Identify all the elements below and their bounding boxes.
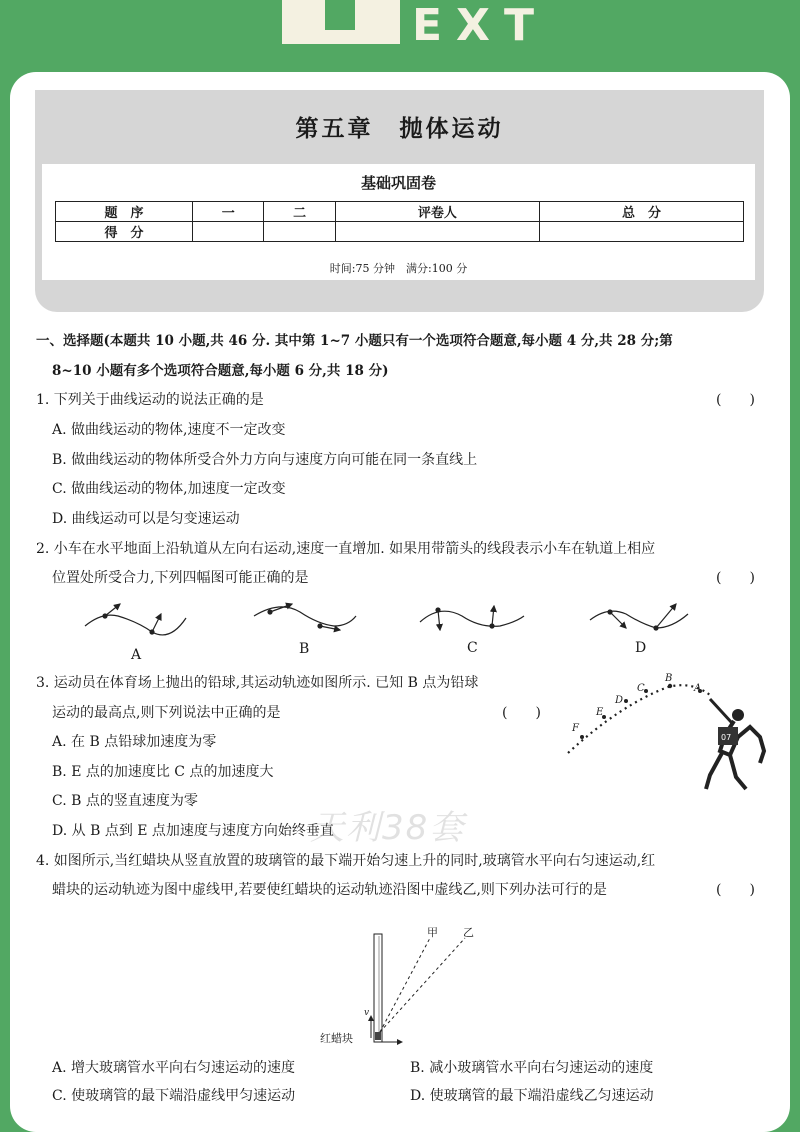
table-cell: 二 [264, 202, 335, 222]
banner-text: EXT [412, 0, 548, 51]
score-table [55, 201, 744, 242]
trajectory-label-e: E [596, 707, 604, 718]
q1-option-a: A. 做曲线运动的物体,速度不一定改变 [52, 422, 286, 438]
score-table-score-row [56, 222, 744, 242]
q4-stem-line2: 蜡块的运动轨迹为图中虚线甲,若要使红蜡块的运动轨迹沿图中虚线乙,则下列办法可行的是 [52, 882, 607, 898]
q3-option-c: C. B 点的竖直速度为零 [52, 793, 198, 809]
q2-point [607, 609, 612, 614]
chapter-title: 第五章 抛体运动 [295, 115, 504, 142]
label-jia: 甲 [427, 926, 438, 939]
q4-option-a: A. 增大玻璃管水平向右匀速运动的速度 [52, 1060, 296, 1076]
label-red-wax: 红蜡块 [320, 1032, 353, 1045]
label-yi: 乙 [463, 926, 474, 939]
q2-label-b: B [299, 641, 310, 657]
q2-point [653, 625, 658, 630]
q2-label-c: C [467, 640, 478, 656]
q3-stem-line1: 3. 运动员在体育场上抛出的铅球,其运动轨迹如图所示. 已知 B 点为铅球 [36, 675, 479, 691]
q1-stem: 1. 下列关于曲线运动的说法正确的是 [36, 392, 264, 408]
table-cell: 得 分 [56, 222, 193, 242]
watermark: 天利38套 [310, 808, 466, 848]
q3-option-b: B. E 点的加速度比 C 点的加速度大 [52, 764, 274, 780]
glass-tube [374, 934, 382, 1042]
q4-tube-figure [300, 920, 500, 1050]
q2-point [317, 623, 322, 628]
q2-point [149, 629, 154, 634]
q4-option-d: D. 使玻璃管的最下端沿虚线乙匀速运动 [410, 1088, 654, 1104]
q4-option-b: B. 减小玻璃管水平向右匀速运动的速度 [410, 1060, 654, 1076]
q2-figure-b [254, 604, 356, 630]
athlete-icon [706, 699, 764, 789]
trajectory-label-a: A [694, 683, 702, 694]
q2-stem-line2: 位置处所受合力,下列四幅图可能正确的是 [52, 570, 309, 586]
score-input-cell[interactable] [539, 222, 743, 242]
q2-point [489, 623, 494, 628]
top-banner [0, 0, 800, 72]
athlete-jersey-number: 07 [721, 733, 732, 742]
q1-option-b: B. 做曲线运动的物体所受合外力方向与速度方向可能在同一条直线上 [52, 452, 478, 468]
score-input-cell[interactable] [264, 222, 335, 242]
trajectory-label-c: C [637, 683, 645, 694]
score-input-cell[interactable] [335, 222, 539, 242]
trajectory-jia [380, 938, 430, 1032]
q2-label-a: A [131, 647, 142, 663]
q2-stem-line1: 2. 小车在水平地面上沿轨道从左向右运动,速度一直增加. 如果用带箭头的线段表示小车在轨道上相应 [36, 541, 656, 557]
q4-answer-blank[interactable]: ( ) [716, 882, 755, 898]
score-table-header-row [56, 202, 744, 222]
q3-option-d: D. 从 B 点到 E 点加速度与速度方向始终垂直 [52, 823, 334, 839]
label-v: v [364, 1008, 370, 1018]
trajectory-point [580, 735, 584, 739]
table-cell: 总 分 [539, 202, 743, 222]
table-cell: 评卷人 [335, 202, 539, 222]
trajectory-point [668, 684, 672, 688]
exam-info: 时间:75 分钟 满分:100 分 [329, 262, 468, 275]
section-title-line2: 8~10 小题有多个选项符合题意,每小题 6 分,共 18 分) [52, 363, 389, 379]
q2-point [267, 609, 272, 614]
q2-answer-blank[interactable]: ( ) [716, 570, 755, 586]
banner-logo-notch [325, 0, 355, 30]
q3-answer-blank[interactable]: ( ) [502, 705, 541, 721]
q1-option-c: C. 做曲线运动的物体,加速度一定改变 [52, 481, 286, 497]
q1-option-d: D. 曲线运动可以是匀变速运动 [52, 511, 240, 527]
q4-option-c: C. 使玻璃管的最下端沿虚线甲匀速运动 [52, 1088, 296, 1104]
table-cell: 题 序 [56, 202, 193, 222]
q3-shotput-figure [560, 665, 790, 795]
score-input-cell[interactable] [193, 222, 264, 242]
trajectory-label-b: B [665, 673, 673, 684]
trajectory-label-f: F [572, 723, 579, 734]
q2-figure-a [85, 604, 186, 635]
red-wax-block [375, 1032, 381, 1040]
q2-figure-d [590, 604, 688, 628]
q2-point [435, 607, 440, 612]
trajectory-label-d: D [615, 695, 624, 706]
q3-option-a: A. 在 B 点铅球加速度为零 [52, 734, 217, 750]
q3-stem-line2: 运动的最高点,则下列说法中正确的是 [52, 705, 281, 721]
q2-point [102, 613, 107, 618]
section-title-line1: 一、选择题(本题共 10 小题,共 46 分. 其中第 1~7 小题只有一个选项符合题意,每小题 4 分,共 28 分;第 [36, 333, 673, 349]
q2-label-d: D [635, 640, 647, 656]
q4-stem-line1: 4. 如图所示,当红蜡块从竖直放置的玻璃管的最下端开始匀速上升的同时,玻璃管水平向右匀速运动,红 [36, 853, 656, 869]
table-cell: 一 [193, 202, 264, 222]
trajectory-point [624, 699, 628, 703]
trajectory-dotted [568, 685, 710, 753]
exam-subtitle: 基础巩固卷 [360, 174, 436, 192]
q1-answer-blank[interactable]: ( ) [716, 392, 755, 408]
